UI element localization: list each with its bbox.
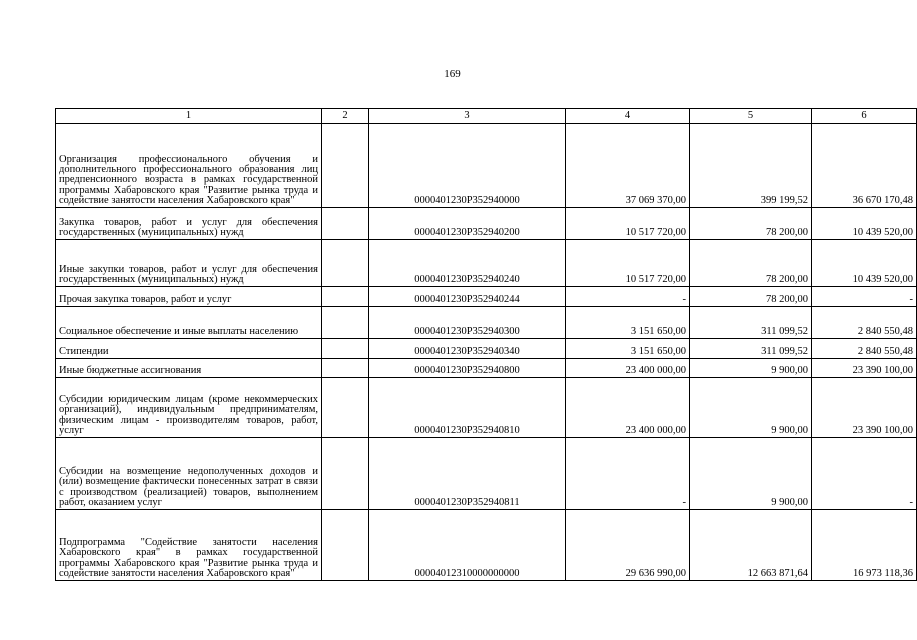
row-description: Стипендии [56,339,322,359]
row-code: 0000401230P352940811 [369,438,566,510]
row-col2 [322,438,369,510]
header-col-3: 3 [369,109,566,124]
row-col4: 23 400 000,00 [566,359,690,378]
row-description: Организация профессионального обучения и дополнительного профессионального образования лиц предпенсионного возраста в рамках государственной программы Хабаровского края "Развитие рынка труда и содействие занятости населения Хабаровского края" [56,124,322,208]
row-col2 [322,124,369,208]
table-row [56,240,917,287]
row-description: Иные бюджетные ассигнования [56,359,322,378]
table-row [56,124,917,208]
table-row [56,339,917,359]
header-col-4: 4 [566,109,690,124]
row-code: 0000401230P352940000 [369,124,566,208]
row-col4: - [566,438,690,510]
row-col4: 10 517 720,00 [566,208,690,240]
table-row [56,208,917,240]
row-col4: 23 400 000,00 [566,378,690,438]
row-col5: 9 900,00 [690,359,812,378]
row-description: Субсидии юридическим лицам (кроме некоммерческих организаций), индивидуальным предпринимателям, физическим лицам - производителям товаров, работ, услуг [56,378,322,438]
row-col6: 10 439 520,00 [812,240,917,287]
header-col-2: 2 [322,109,369,124]
row-col6: 10 439 520,00 [812,208,917,240]
row-col4: 10 517 720,00 [566,240,690,287]
row-col2 [322,208,369,240]
row-col2 [322,240,369,287]
row-description: Иные закупки товаров, работ и услуг для обеспечения государственных (муниципальных) нужд [56,240,322,287]
row-col6: 23 390 100,00 [812,359,917,378]
row-col2 [322,339,369,359]
row-code: 0000401230P352940240 [369,240,566,287]
row-col2 [322,359,369,378]
row-col4: - [566,287,690,307]
header-col-6: 6 [812,109,917,124]
row-col2 [322,510,369,581]
row-col5: 399 199,52 [690,124,812,208]
row-description: Подпрограмма "Содействие занятости населения Хабаровского края" в рамках государственной программы Хабаровского края "Развитие рынка труда и содействие занятости населения Хабаровского края" [56,510,322,581]
row-col6: - [812,438,917,510]
table-row [56,359,917,378]
row-col5: 78 200,00 [690,208,812,240]
row-col4: 37 069 370,00 [566,124,690,208]
table-row [56,287,917,307]
row-col6: 36 670 170,48 [812,124,917,208]
budget-table [55,108,917,581]
row-col5: 9 900,00 [690,378,812,438]
row-col5: 9 900,00 [690,438,812,510]
row-description: Социальное обеспечение и иные выплаты населению [56,307,322,339]
table-row [56,378,917,438]
row-col2 [322,378,369,438]
row-code: 0000401230P352940300 [369,307,566,339]
row-col5: 311 099,52 [690,339,812,359]
header-col-5: 5 [690,109,812,124]
row-code: 0000401230P352940200 [369,208,566,240]
header-col-1: 1 [56,109,322,124]
table-row [56,438,917,510]
row-description: Субсидии на возмещение недополученных доходов и (или) возмещение фактически понесенных затрат в связи с производством (реализацией) товаров, выполнением работ, оказанием услуг [56,438,322,510]
row-col2 [322,307,369,339]
row-col5: 12 663 871,64 [690,510,812,581]
row-code: 0000401230P352940244 [369,287,566,307]
row-col6: 2 840 550,48 [812,307,917,339]
row-col4: 3 151 650,00 [566,339,690,359]
row-description: Закупка товаров, работ и услуг для обеспечения государственных (муниципальных) нужд [56,208,322,240]
row-col5: 311 099,52 [690,307,812,339]
row-col6: 16 973 118,36 [812,510,917,581]
page-number: 169 [444,68,461,80]
row-code: 0000401230P352940800 [369,359,566,378]
row-col6: 23 390 100,00 [812,378,917,438]
row-col4: 29 636 990,00 [566,510,690,581]
row-col6: 2 840 550,48 [812,339,917,359]
row-code: 0000401230P352940340 [369,339,566,359]
row-description: Прочая закупка товаров, работ и услуг [56,287,322,307]
row-code: 00004012310000000000 [369,510,566,581]
row-code: 0000401230P352940810 [369,378,566,438]
table-row [56,510,917,581]
header-row [56,109,917,124]
row-col2 [322,287,369,307]
row-col5: 78 200,00 [690,287,812,307]
row-col6: - [812,287,917,307]
table-row [56,307,917,339]
row-col4: 3 151 650,00 [566,307,690,339]
row-col5: 78 200,00 [690,240,812,287]
